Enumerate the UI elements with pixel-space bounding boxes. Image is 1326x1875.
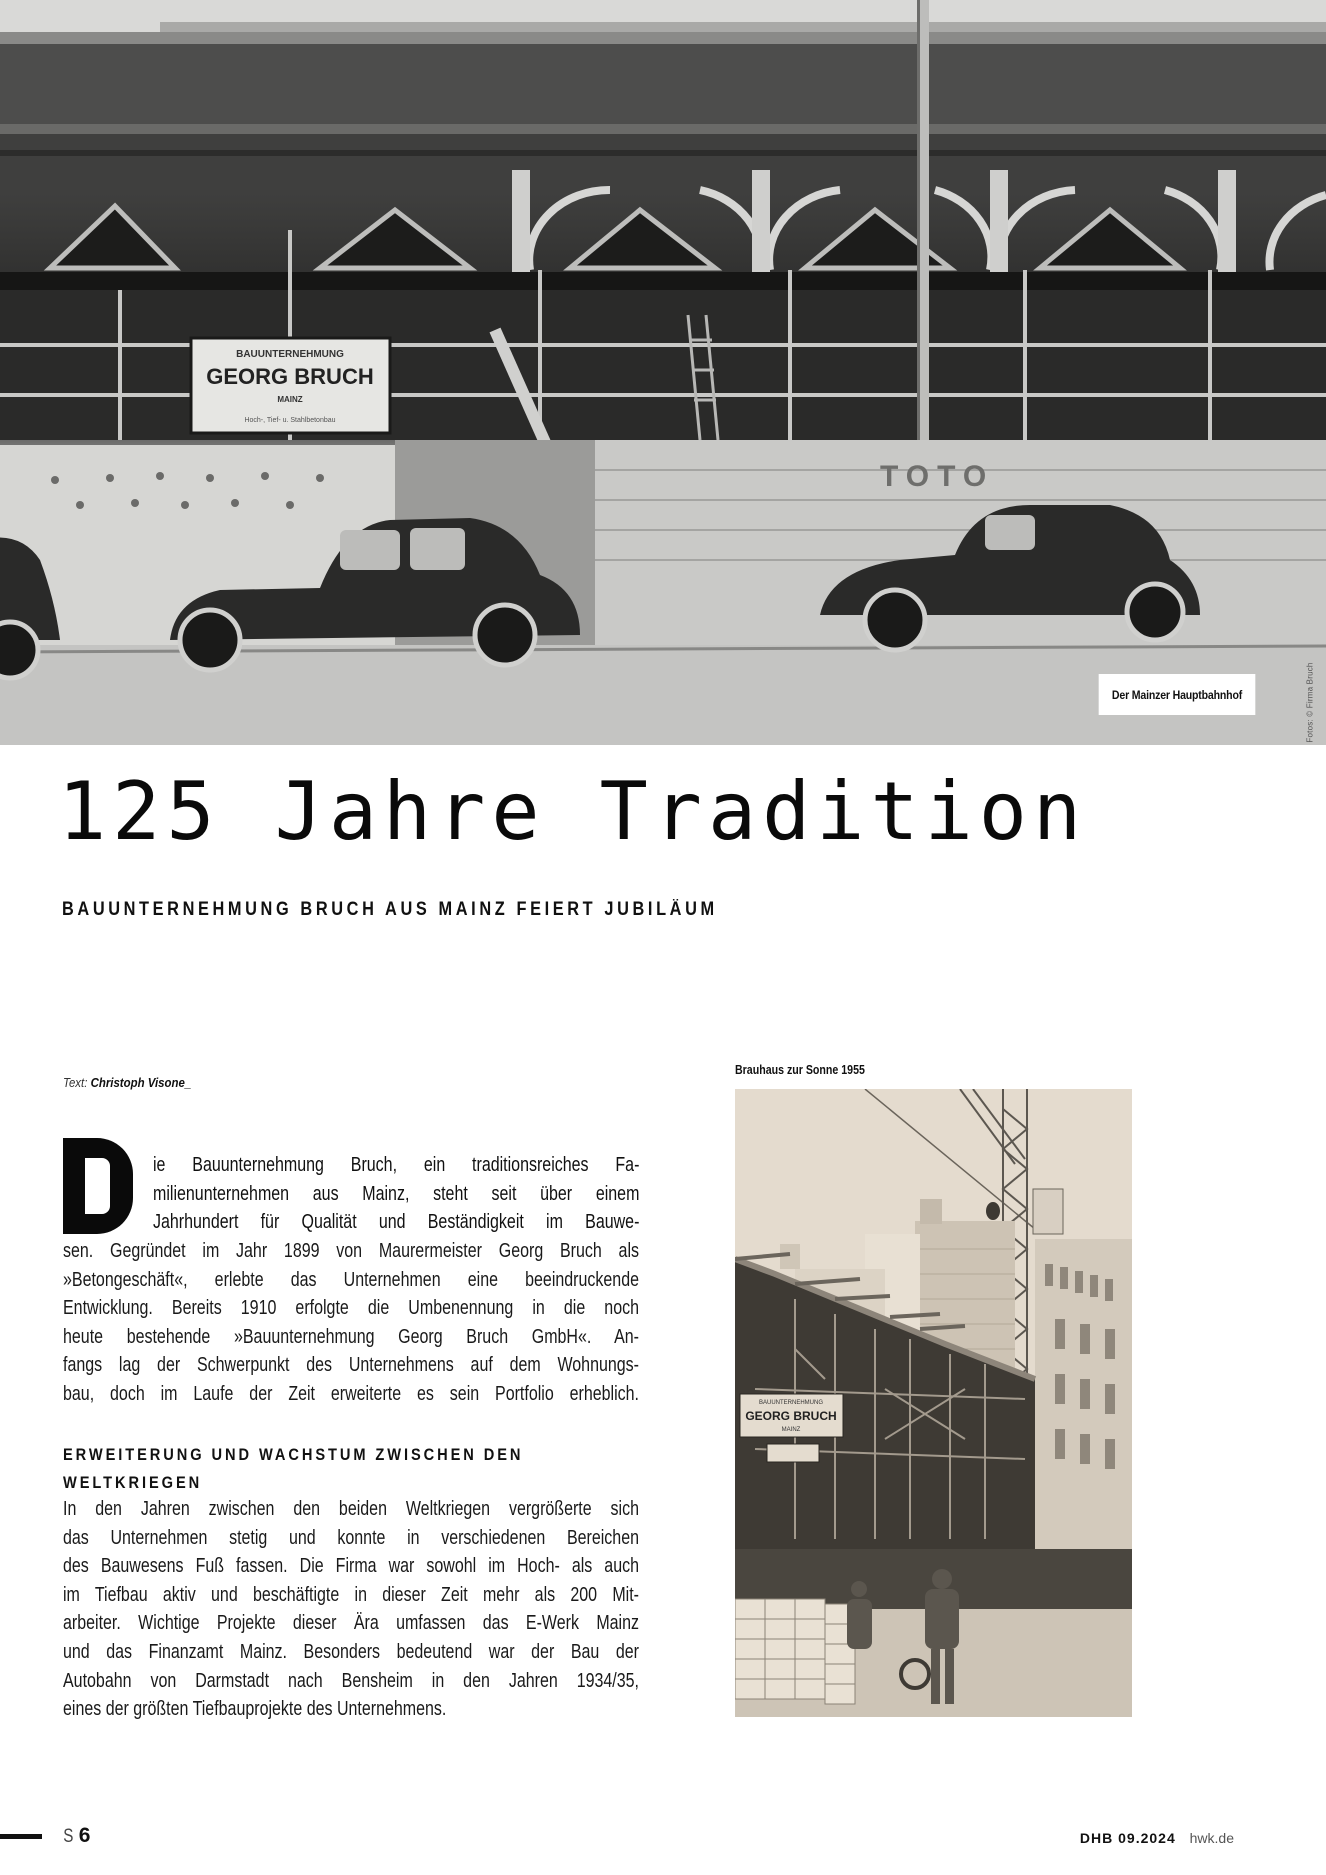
paragraph-1 <box>63 1237 639 1409</box>
text-line: Jahrhundert für Qualität und Beständigkeit im Bauwe- <box>153 1211 640 1234</box>
website-label: hwk.de <box>1189 1830 1234 1846</box>
page-number <box>62 1824 90 1848</box>
text-line: das Unternehmen stetig und konnte in verschiedenen Bereichen <box>63 1526 639 1549</box>
byline-label: Text: <box>63 1075 88 1090</box>
hero-photo <box>0 0 1326 745</box>
paragraph-1-intro <box>153 1151 639 1237</box>
svg-text:Hoch-, Tief- u. Stahlbetonbau: Hoch-, Tief- u. Stahlbetonbau <box>244 417 336 424</box>
svg-text:MAINZ: MAINZ <box>781 1427 801 1433</box>
brauhaus-photo-illustration <box>735 1089 1132 1717</box>
text-line: »Betongeschäft«, erlebte das Unternehmen eine beeindruckende <box>63 1268 639 1291</box>
text-line: bau, doch im Laufe der Zeit erweiterte es sein Portfolio erheblich. <box>63 1382 639 1405</box>
article-subtitle: BAUUNTERNEHMUNG BRUCH AUS MAINZ FEIERT JUBILÄUM <box>62 899 718 920</box>
photo-credit: Fotos: © Firma Bruch <box>1305 661 1315 743</box>
byline <box>63 1075 191 1090</box>
text-line: des Bauwesens Fuß fassen. Die Firma war sowohl im Hoch- als auch <box>63 1555 639 1578</box>
issue-label: DHB 09.2024 <box>1079 1830 1176 1846</box>
text-line: sen. Gegründet im Jahr 1899 von Maurermeister Georg Bruch als <box>63 1240 639 1262</box>
paragraph-2 <box>63 1495 639 1724</box>
text-line: eines der größten Tiefbauprojekte des Unternehmens. <box>63 1698 447 1721</box>
svg-text:MAINZ: MAINZ <box>277 395 303 404</box>
svg-text:BAUUNTERNEHMUNG: BAUUNTERNEHMUNG <box>758 1400 824 1406</box>
wall-text: TOTO <box>880 460 995 493</box>
page-number-value: 6 <box>78 1824 91 1847</box>
text-line: Autobahn von Darmstadt nach Bensheim in den Jahren 1934/35, <box>63 1669 639 1692</box>
text-line: im Tiefbau aktiv und beschäftigte in dieser Zeit mehr als 200 Mit- <box>63 1583 639 1606</box>
text-line: Entwicklung. Bereits 1910 erfolgte die Umbenennung in die noch <box>63 1297 639 1320</box>
text-line: In den Jahren zwischen den beiden Weltkriegen vergrößerte sich <box>63 1498 639 1520</box>
article-title: 125 Jahre Tradition <box>58 765 1088 858</box>
hero-photo-caption: Der Mainzer Hauptbahnhof <box>1099 674 1256 715</box>
svg-text:BAUUNTERNEHMUNG: BAUUNTERNEHMUNG <box>236 349 344 360</box>
section-heading: ERWEITERUNG UND WACHSTUM ZWISCHEN DEN WELTKRIEGEN <box>63 1445 524 1492</box>
text-line: heute bestehende »Bauunternehmung Georg Bruch GmbH«. An- <box>63 1325 639 1348</box>
photo-caption-brauhaus: Brauhaus zur Sonne 1955 <box>735 1063 865 1077</box>
page-prefix: S <box>63 1826 74 1847</box>
text-line: ie Bauunternehmung Bruch, ein traditionsreiches Fa- <box>153 1154 640 1176</box>
svg-text:GEORG BRUCH: GEORG BRUCH <box>745 1409 837 1423</box>
dropcap-letter-d <box>63 1138 133 1234</box>
byline-author: Christoph Visone_ <box>90 1075 192 1090</box>
hauptbahnhof-photo-illustration <box>0 0 1326 745</box>
footer-publication <box>1080 1830 1234 1846</box>
text-line: arbeiter. Wichtige Projekte dieser Ära umfassen das E-Werk Mainz <box>63 1612 639 1635</box>
footer-rule <box>0 1834 42 1839</box>
svg-text:GEORG BRUCH: GEORG BRUCH <box>206 364 374 389</box>
text-line: fangs lag der Schwerpunkt des Unternehmens auf dem Wohnungs- <box>63 1354 639 1377</box>
text-line: milienunternehmen aus Mainz, steht seit über einem <box>153 1182 640 1205</box>
brauhaus-photo <box>735 1089 1132 1717</box>
text-line: und das Finanzamt Mainz. Besonders bedeutend war der Bau der <box>63 1640 639 1663</box>
